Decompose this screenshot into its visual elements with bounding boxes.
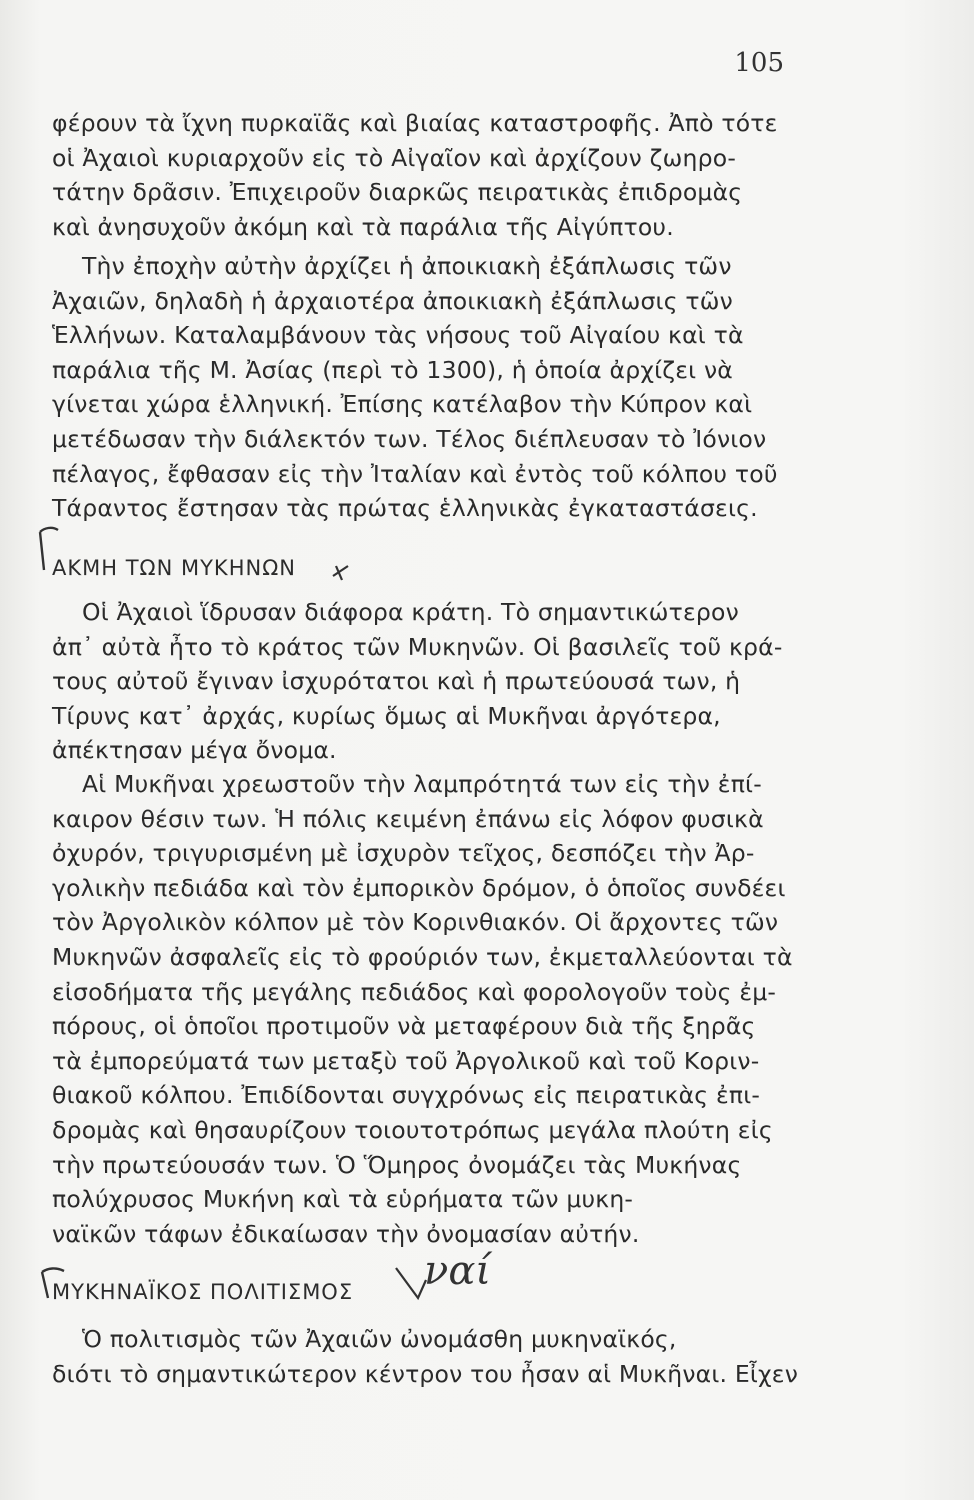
- text-line: Ἑλλήνων. Καταλαμβάνουν τὰς νήσους τοῦ Αἰγαίου καὶ τὰ: [52, 321, 744, 350]
- text-line: παράλια τῆς Μ. Ἀσίας (περὶ τὸ 1300), ἡ ὁποία ἀρχίζει νὰ: [52, 355, 733, 384]
- text-line: Ὁ πολιτισμὸς τῶν Ἀχαιῶν ὠνομάσθη μυκηναϊκός,: [82, 1325, 677, 1353]
- text-line: διότι τὸ σημαντικώτερον κέντρον του ἦσαν αἱ Μυκῆναι. Εἶχεν: [52, 1359, 799, 1388]
- paragraph-mycenaean-civilization: [52, 1322, 812, 1391]
- text-line: Μυκηνῶν ἀσφαλεῖς εἰς τὸ φρούριόν των, ἐκμεταλλεύονται τὰ: [52, 942, 793, 971]
- text-line: γολικὴν πεδιάδα καὶ τὸν ἐμπορικὸν δρόμον, ὁ ὁποῖος συνδέει: [52, 873, 786, 902]
- paragraph-colonial-expansion: [52, 249, 812, 526]
- text-line: Τάραντος ἔστησαν τὰς πρώτας ἑλληνικὰς ἐγκαταστάσεις.: [52, 494, 758, 523]
- section-heading-civilization: ΜΥΚΗΝΑΪΚΟΣ ΠΟΛΙΤΙΣΜΟΣ: [52, 1280, 354, 1304]
- text-line: ἀπ᾽ αὐτὰ ἦτο τὸ κράτος τῶν Μυκηνῶν. Οἱ βασιλεῖς τοῦ κρά-: [52, 632, 783, 661]
- text-line: τὰ ἐμπορεύματά των μεταξὺ τοῦ Ἀργολικοῦ καὶ τοῦ Κοριν-: [52, 1046, 760, 1075]
- text-line: τὴν πρωτεύουσάν των. Ὁ Ὅμηρος ὀνομάζει τὰς Μυκήνας: [52, 1150, 742, 1179]
- section-heading-akmi: ΑΚΜΗ ΤΩΝ ΜΥΚΗΝΩΝ: [52, 556, 296, 580]
- text-line: φέρουν τὰ ἴχνη πυρκαϊᾶς καὶ βιαίας καταστροφῆς. Ἀπὸ τότε: [52, 109, 778, 137]
- text-line: Ἀχαιῶν, δηλαδὴ ἡ ἀρχαιοτέρα ἀποικιακὴ ἐξάπλωσις τῶν: [52, 286, 733, 315]
- text-line: πόρους, οἱ ὁποῖοι προτιμοῦν νὰ μεταφέρουν διὰ τῆς ξηρᾶς: [52, 1012, 756, 1041]
- paragraph-achaean-states: [52, 595, 812, 768]
- text-line: οἱ Ἀχαιοὶ κυριαρχοῦν εἰς τὸ Αἰγαῖον καὶ ἀρχίζουν ζωηρο-: [52, 143, 737, 172]
- paragraph-mycenae-position: [52, 767, 812, 1251]
- text-line: μετέδωσαν τὴν διάλεκτόν των. Τέλος διέπλευσαν τὸ Ἰόνιον: [52, 424, 767, 453]
- paragraph-continuation: [52, 106, 812, 244]
- text-line: τὸν Ἀργολικὸν κόλπον μὲ τὸν Κορινθιακόν. Οἱ ἄρχοντες τῶν: [52, 908, 779, 937]
- text-line: θιακοῦ κόλπου. Ἐπιδίδονται συγχρόνως εἰς πειρατικὰς ἐπι-: [52, 1081, 761, 1110]
- text-line: γίνεται χώρα ἑλληνική. Ἐπίσης κατέλαβον τὴν Κύπρον καὶ: [52, 390, 753, 419]
- text-line: πέλαγος, ἔφθασαν εἰς τὴν Ἰταλίαν καὶ ἐντὸς τοῦ κόλπου τοῦ: [52, 459, 778, 488]
- text-line: ὀχυρόν, τριγυρισμένη μὲ ἰσχυρὸν τεῖχος, δεσπόζει τὴν Ἀρ-: [52, 839, 755, 868]
- text-line: καιρον θέσιν των. Ἡ πόλις κειμένη ἐπάνω εἰς λόφον φυσικὰ: [52, 804, 764, 833]
- text-line: δρομὰς καὶ θησαυρίζουν τοιουτοτρόπως μεγάλα πλούτη εἰς: [52, 1115, 773, 1144]
- text-line: τους αὐτοῦ ἔγιναν ἰσχυρότατοι καὶ ἡ πρωτεύουσά των, ἡ: [52, 667, 741, 696]
- text-line: Οἱ Ἀχαιοὶ ἵδρυσαν διάφορα κράτη. Τὸ σημαντικώτερον: [82, 598, 739, 626]
- text-line: πολύχρυσος Μυκήνη καὶ τὰ εὑρήματα τῶν μυκη-: [52, 1185, 634, 1214]
- text-line: καὶ ἀνησυχοῦν ἀκόμη καὶ τὰ παράλια τῆς Αἰγύπτου.: [52, 212, 674, 241]
- handwritten-note: ναί: [424, 1248, 492, 1294]
- text-line: ναϊκῶν τάφων ἐδικαίωσαν τὴν ὀνομασίαν αὐτήν.: [52, 1219, 640, 1248]
- text-line: εἰσοδήματα τῆς μεγάλης πεδιάδος καὶ φορολογοῦν τοὺς ἐμ-: [52, 977, 777, 1006]
- text-line: Τὴν ἐποχὴν αὐτὴν ἀρχίζει ἡ ἀποικιακὴ ἐξάπλωσις τῶν: [82, 252, 732, 280]
- text-line: ἀπέκτησαν μέγα ὄνομα.: [52, 736, 337, 765]
- text-line: Αἱ Μυκῆναι χρεωστοῦν τὴν λαμπρότητά των εἰς τὴν ἐπί-: [82, 770, 762, 798]
- hand-cross-mark: [330, 560, 352, 582]
- page-number: 105: [734, 48, 784, 78]
- text-line: Τίρυνς κατ᾽ ἀρχάς, κυρίως ὅμως αἱ Μυκῆναι ἀργότερα,: [52, 701, 721, 730]
- text-line: τάτην δρᾶσιν. Ἐπιχειροῦν διαρκῶς πειρατικὰς ἐπιδρομὰς: [52, 178, 743, 207]
